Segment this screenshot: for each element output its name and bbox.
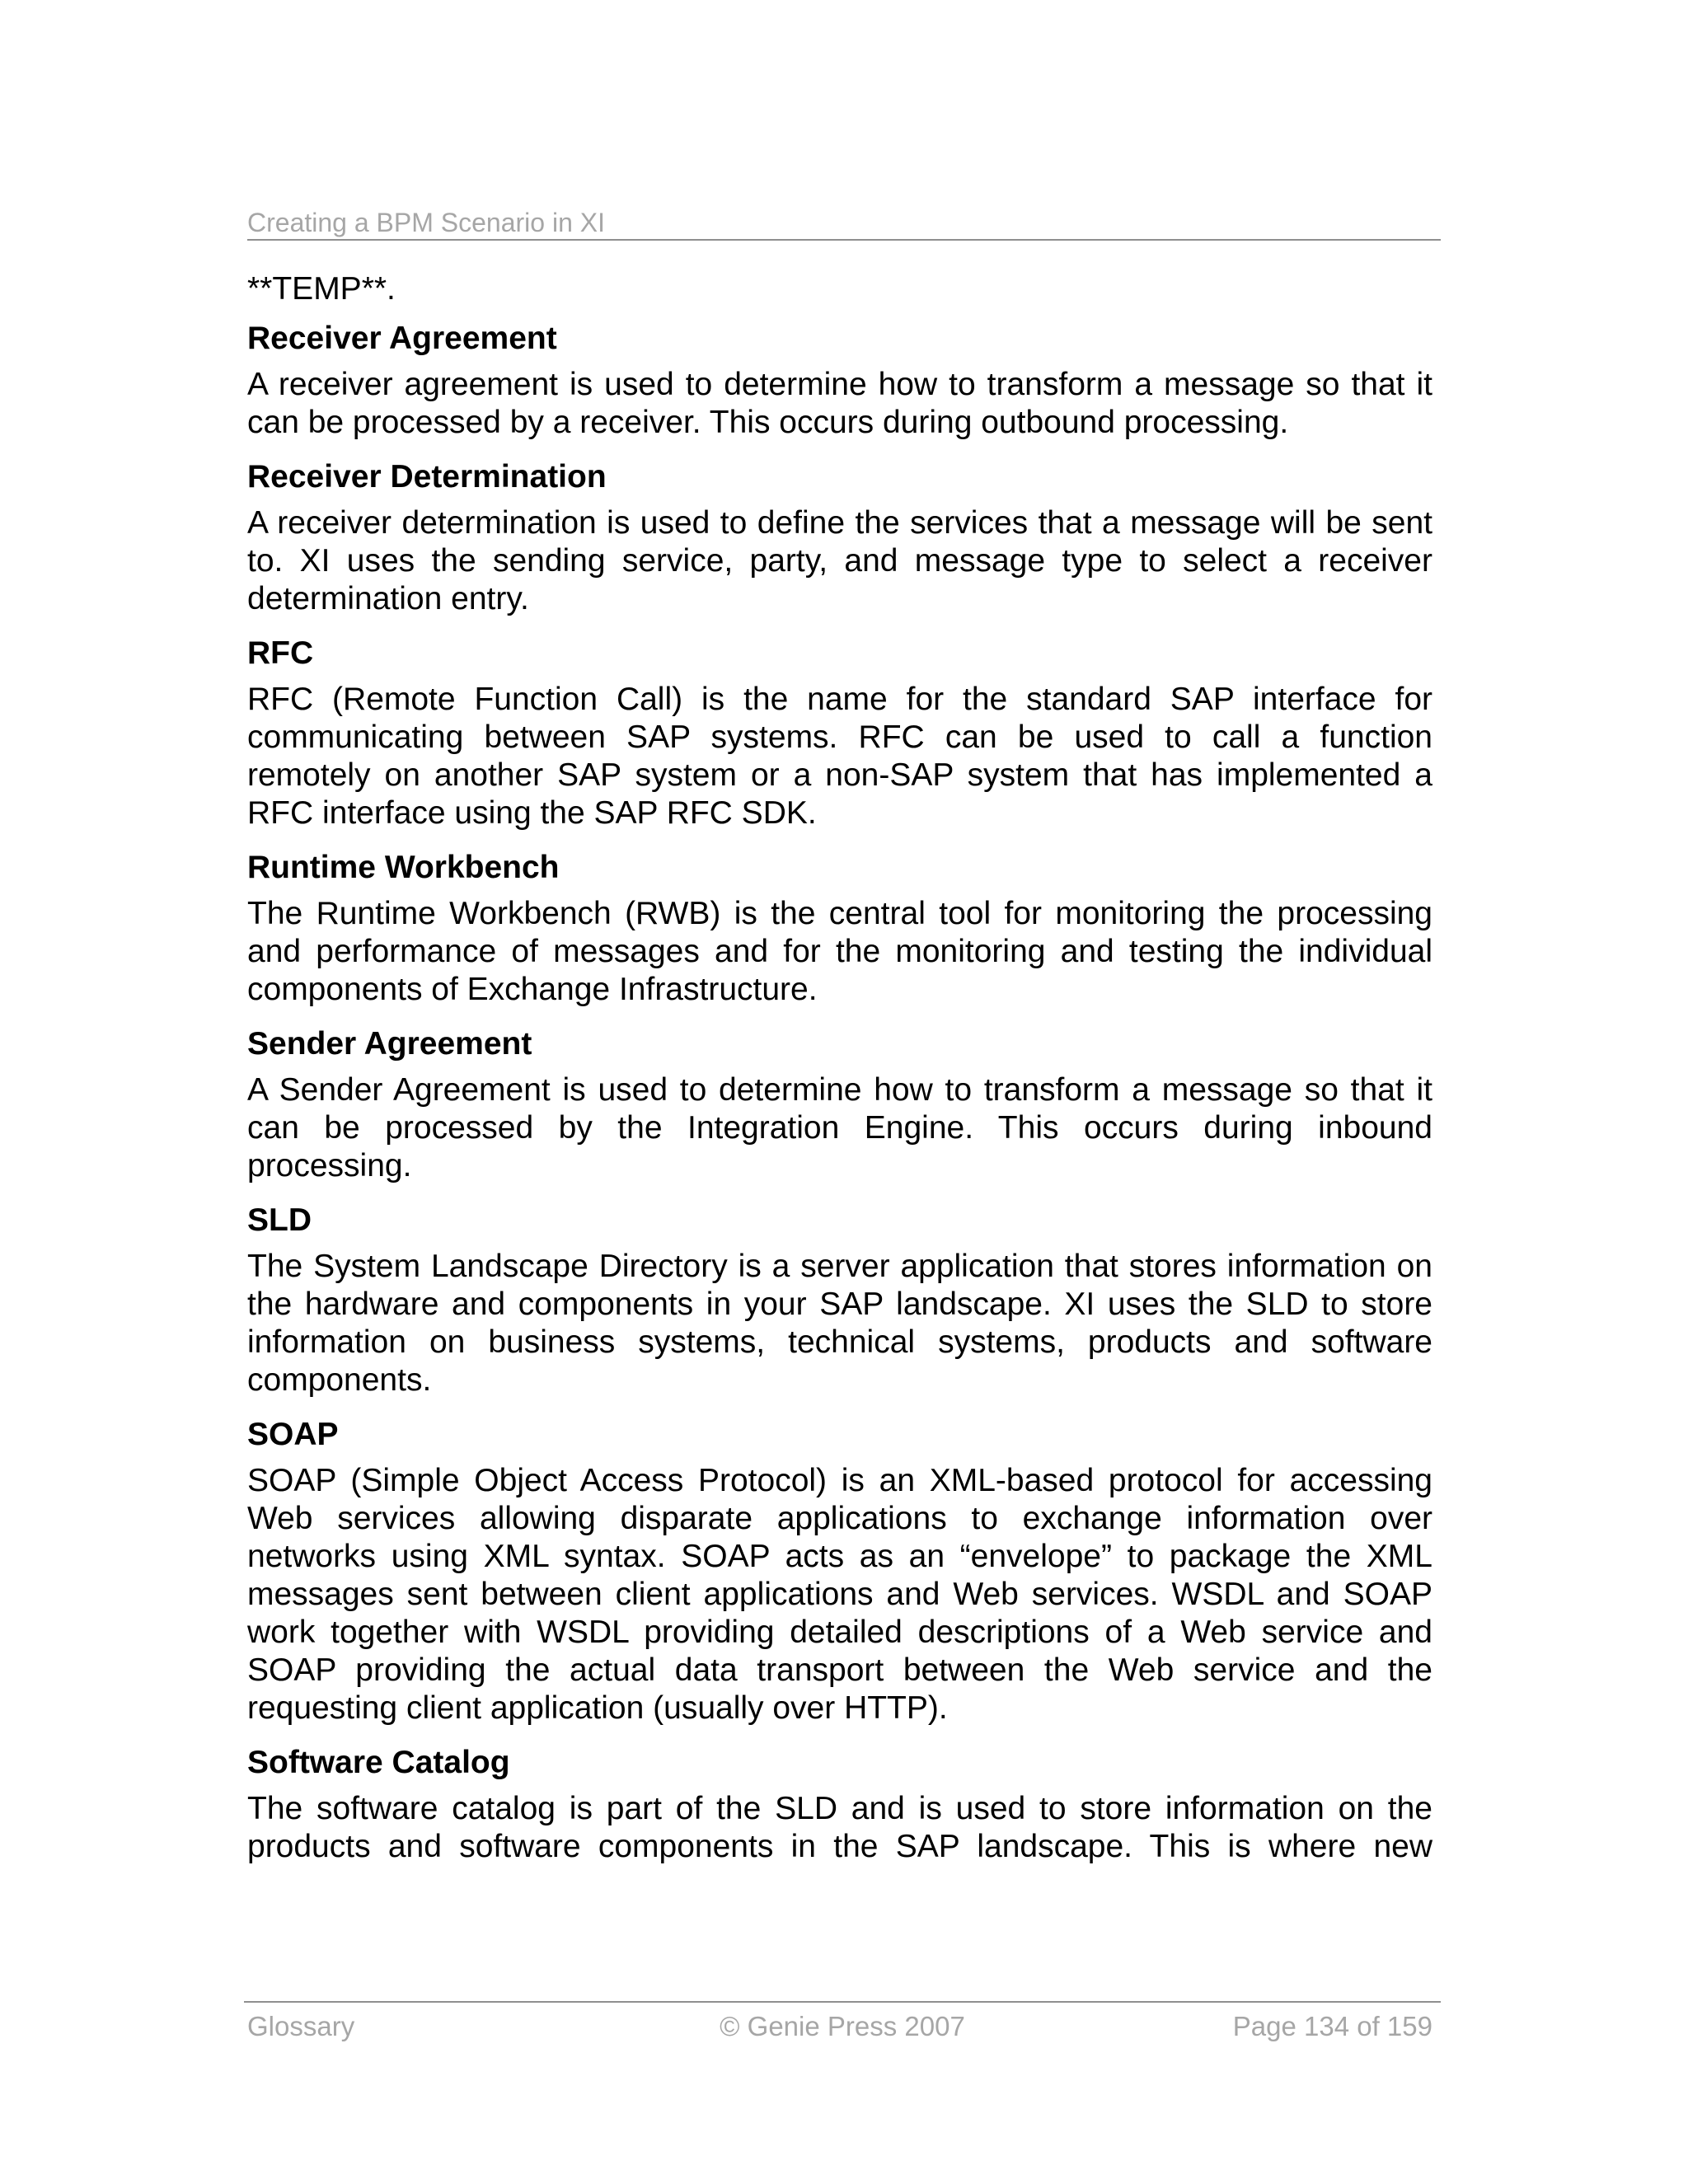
footer-section-name: Glossary <box>247 2011 355 2041</box>
glossary-term: Runtime Workbench <box>247 850 560 885</box>
footer-page-number: Page 134 of 159 <box>1232 2011 1432 2041</box>
glossary-definition: RFC (Remote Function Call) is the name for the standard SAP interface for communicating between SAP systems. RFC can be used to call a function remotely on another SAP system or a non-SAP system that has implemented a RFC interface using the SAP RFC SDK. <box>247 682 1432 831</box>
glossary-term: RFC <box>247 635 314 671</box>
glossary-definition: The Runtime Workbench (RWB) is the central tool for monitoring the processing and performance of messages and for the monitoring and testing the individual components of Exchange Infrastructure. <box>247 896 1432 1007</box>
glossary-definition: SOAP (Simple Object Access Protocol) is an XML-based protocol for accessing Web services allowing disparate applications to exchange information over networks using XML syntax. SOAP acts as an “envelope” to package the XML messages sent between client applications and Web services. WSDL and SOAP work together with WSDL providing detailed descriptions of a Web service and SOAP providing the actual data transport between the Web service and the requesting client application (usually over HTTP). <box>247 1463 1432 1726</box>
glossary-term: Receiver Determination <box>247 459 607 494</box>
glossary-content <box>247 270 1432 1882</box>
footer-copyright: © Genie Press 2007 <box>720 2011 965 2041</box>
page-footer <box>244 2001 1441 2052</box>
glossary-term: Receiver Agreement <box>247 321 557 356</box>
glossary-term: SOAP <box>247 1417 339 1452</box>
glossary-definition: The System Landscape Directory is a server application that stores information on the hardware and components in your SAP landscape. XI uses the SLD to store information on business systems, technical systems, products and software components. <box>247 1249 1432 1398</box>
glossary-term: Software Catalog <box>247 1745 510 1780</box>
glossary-term: Sender Agreement <box>247 1026 532 1062</box>
glossary-definition: The software catalog is part of the SLD and is used to store information on the products and software components in the SAP landscape. This is where new <box>247 1791 1432 1864</box>
glossary-term: SLD <box>247 1202 312 1238</box>
glossary-definition: A receiver agreement is used to determine how to transform a message so that it can be processed by a receiver. This occurs during outbound processing. <box>247 367 1432 440</box>
glossary-definition: A Sender Agreement is used to determine how to transform a message so that it can be processed by the Integration Engine. This occurs during inbound processing. <box>247 1072 1432 1183</box>
running-header: Creating a BPM Scenario in XI <box>247 204 1441 241</box>
lead-text: **TEMP**. <box>247 271 396 307</box>
glossary-definition: A receiver determination is used to define the services that a message will be sent to. XI uses the sending service, party, and message type to select a receiver determination entry. <box>247 505 1432 616</box>
